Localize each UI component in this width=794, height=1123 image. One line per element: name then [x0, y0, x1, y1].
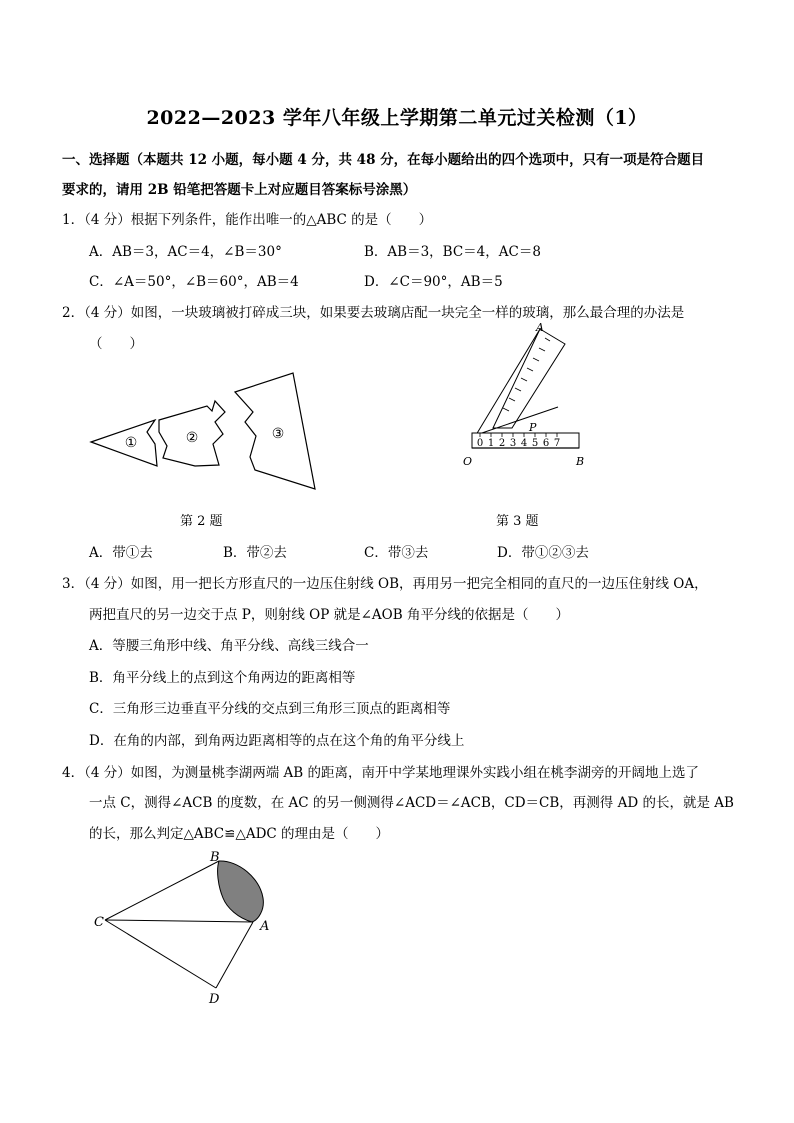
tick-label-7: 7	[553, 438, 561, 449]
lake-shape	[218, 861, 264, 922]
tick-label-2: 2	[498, 438, 506, 449]
q3-option-c: C．三角形三边垂直平分线的交点到三角形三顶点的距离相等	[89, 701, 451, 717]
point-b-label: B	[210, 850, 220, 865]
section-heading-line1: 一、选择题（本题共 12 小题，每小题 4 分，共 48 分，在每小题给出的四个选项中，只有一项是符合题目	[62, 152, 705, 168]
point-p-label: P	[529, 421, 537, 434]
tick-label-6: 6	[542, 438, 550, 449]
q3-option-a: A．等腰三角形中线、角平分线、高线三线合一	[89, 638, 369, 654]
q3-stem-line1: 3．（4 分）如图，用一把长方形直尺的一边压住射线 OB，再用另一把完全相同的直尺的一边压住射线 OA，	[62, 576, 708, 592]
q3-stem-line2: 两把直尺的另一边交于点 P，则射线 OP 就是∠AOB 角平分线的依据是（ ）	[89, 607, 569, 623]
point-d-label: D	[209, 992, 220, 1007]
fig2-caption: 第 2 题	[180, 514, 223, 529]
q1-option-b: B．AB＝3，BC＝4，AC＝8	[364, 244, 541, 260]
piece-2-label: ②	[185, 430, 199, 446]
segment-cb	[105, 861, 219, 920]
point-b-label: B	[576, 455, 585, 468]
q3-option-d: D．在角的内部，到角两边距离相等的点在这个角的角平分线上	[89, 733, 465, 749]
q1-option-d: D．∠C＝90°，AB＝5	[364, 274, 503, 290]
section-heading-line2: 要求的，请用 2B 铅笔把答题卡上对应题目答案标号涂黑）	[62, 182, 417, 198]
tick-label-5: 5	[531, 438, 539, 449]
lake-figure	[88, 848, 278, 1008]
segment-ca	[105, 920, 253, 922]
point-a-label: A	[260, 919, 270, 934]
fig3-caption: 第 3 题	[496, 514, 539, 529]
rulers-figure	[455, 318, 600, 473]
tick-label-4: 4	[520, 438, 528, 449]
tick-label-0: 0	[476, 438, 484, 449]
tilted-ruler	[493, 329, 565, 428]
point-o-label: O	[463, 455, 473, 468]
point-c-label: C	[94, 915, 104, 930]
q2-option-c: C．带③去	[364, 545, 429, 561]
segment-cd	[105, 920, 216, 988]
q4-stem-line1: 4．（4 分）如图，为测量桃李湖两端 AB 的距离，南开中学某地理课外实践小组在桃李湖旁的开阔地上选了	[62, 765, 699, 781]
q2-option-b: B．带②去	[223, 545, 287, 561]
q1-stem: 1．（4 分）根据下列条件，能作出唯一的△ABC 的是（ ）	[62, 212, 433, 228]
q2-option-a: A．带①去	[89, 545, 153, 561]
q3-option-b: B．角平分线上的点到这个角两边的距离相等	[89, 670, 356, 686]
segment-ad	[216, 922, 253, 988]
page-title: 2022—2023 学年八年级上学期第二单元过关检测（1）	[146, 107, 648, 129]
q2-option-d: D．带①②③去	[497, 545, 589, 561]
piece-1-label: ①	[124, 435, 138, 451]
q4-stem-line2: 一点 C，测得∠ACB 的度数，在 AC 的另一侧测得∠ACD＝∠ACB，CD＝CB，再测得 AD 的长，就是 AB	[89, 795, 734, 811]
tick-label-1: 1	[487, 438, 495, 449]
broken-glass-figure	[85, 370, 330, 500]
q1-option-c: C．∠A＝50°，∠B＝60°，AB＝4	[89, 274, 299, 290]
q4-stem-line3: 的长，那么判定△ABC≌△ADC 的理由是（ ）	[89, 826, 390, 842]
piece-3-label: ③	[271, 426, 285, 442]
q2-paren: （ ）	[89, 336, 143, 352]
point-a-label: A	[536, 321, 544, 334]
tick-label-3: 3	[509, 438, 517, 449]
q1-option-a: A．AB＝3，AC＝4，∠B＝30°	[89, 244, 282, 260]
q2-stem: 2．（4 分）如图，一块玻璃被打碎成三块，如果要去玻璃店配一块完全一样的玻璃，那么最合理的办法是	[62, 305, 685, 321]
